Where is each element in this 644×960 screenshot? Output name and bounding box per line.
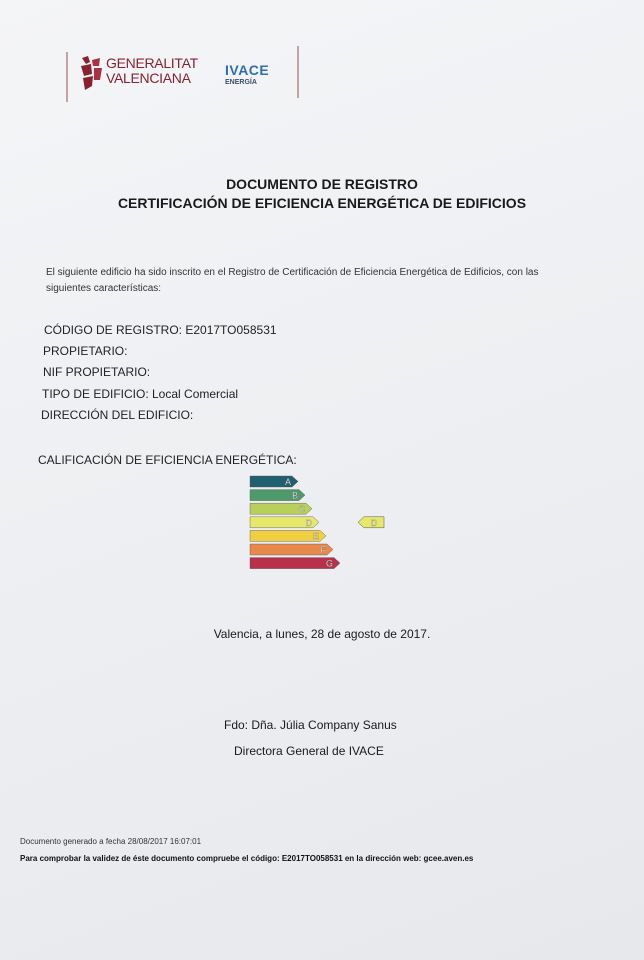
generated-timestamp: Documento generado a fecha 28/08/2017 16:07:01	[20, 837, 202, 846]
field-nif: NIF PROPIETARIO:	[43, 365, 151, 379]
rating-label: CALIFICACIÓN DE EFICIENCIA ENERGÉTICA:	[38, 453, 297, 467]
energy-rating-scale	[248, 474, 398, 574]
verification-note: Para comprobar la validez de éste documento compruebe el código: E2017TO058531 en la dirección web: gcee.aven.es	[20, 854, 474, 863]
intro-line-2: siguientes características:	[46, 283, 162, 294]
rating-letter-g: G	[325, 558, 333, 569]
signer-name: Fdo: Dña. Júlia Company Sanus	[224, 718, 397, 732]
rating-letter-b: B	[291, 490, 298, 501]
signer-role: Directora General de IVACE	[234, 744, 384, 758]
rating-letter-d: D	[305, 517, 312, 528]
intro-paragraph	[46, 265, 606, 297]
generalitat-line1: GENERALITAT	[106, 55, 198, 71]
generalitat-emblem-icon	[78, 54, 104, 94]
generalitat-logo-text	[106, 56, 198, 86]
rating-letter-c: C	[298, 504, 305, 515]
generalitat-line2: VALENCIANA	[106, 70, 191, 86]
document-title: DOCUMENTO DE REGISTRO	[226, 176, 418, 192]
header-divider-left	[66, 52, 68, 102]
field-direccion: DIRECCIÓN DEL EDIFICIO:	[41, 408, 194, 422]
field-propietario: PROPIETARIO:	[43, 344, 128, 358]
rating-letter-a: A	[284, 477, 291, 487]
rating-indicator-letter: D	[370, 517, 378, 528]
city-date: Valencia, a lunes, 28 de agosto de 2017.	[213, 627, 431, 641]
field-tipo-edificio: TIPO DE EDIFICIO: Local Comercial	[42, 387, 239, 401]
ivace-energia-label: ENERGÍA	[225, 79, 257, 86]
rating-letter-f: F	[320, 545, 326, 555]
ivace-logo: IVACE	[225, 62, 270, 78]
header-divider-right	[297, 46, 299, 98]
document-subtitle: CERTIFICACIÓN DE EFICIENCIA ENERGÉTICA DE EDIFICIOS	[117, 195, 527, 211]
rating-letter-e: E	[312, 531, 319, 542]
intro-line-1: El siguiente edificio ha sido inscrito en el Registro de Certificación de Eficiencia Energética de Edificios, con las	[46, 267, 539, 278]
field-registro: CÓDIGO DE REGISTRO: E2017TO058531	[44, 323, 277, 337]
